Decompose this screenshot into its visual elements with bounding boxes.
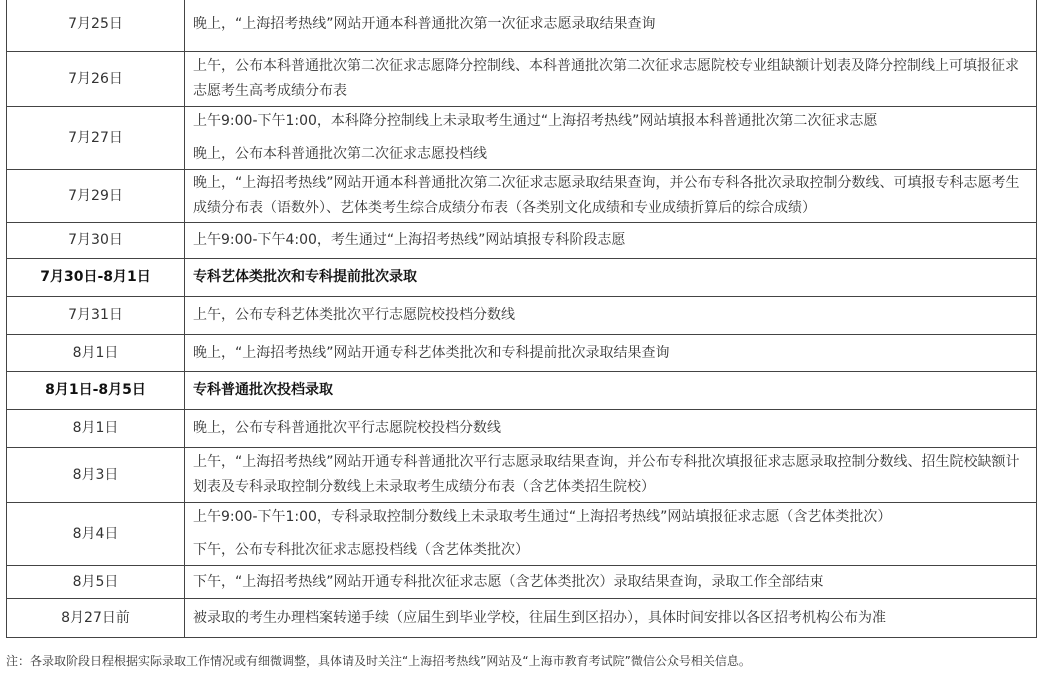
event-cell [185,107,1037,170]
event-text: 上午9:00-下午1:00，本科降分控制线上未录取考生通过“上海招考热线”网站填报本科普通批次第二次征求志愿 [193,113,878,129]
section-row [7,372,1037,410]
event-text: 下午，公布专科批次征求志愿投档线（含艺体类批次） [193,542,529,558]
event-cell [185,0,1037,52]
date-cell: 7月25日 [7,0,185,52]
schedule-table-body [7,0,1037,638]
event-text: 专科普通批次投档录取 [193,382,333,398]
event-cell [185,599,1037,638]
date-cell: 8月1日-8月5日 [7,372,185,410]
event-text: 晚上，“上海招考热线”网站开通本科普通批次第二次征求志愿录取结果查询，并公布专科各批次录取控制分数线、可填报专科志愿考生成绩分布表（语数外）、艺体类考生综合成绩分布表（各类别文化成绩和专业成绩折算后的综合成绩） [193,175,1020,216]
date-cell: 8月3日 [7,448,185,503]
date-cell: 7月27日 [7,107,185,170]
section-title-cell [185,372,1037,410]
event-text: 专科艺体类批次和专科提前批次录取 [193,269,417,285]
event-text: 上午，公布本科普通批次第二次征求志愿降分控制线、本科普通批次第二次征求志愿院校专业组缺额计划表及降分控制线上可填报征求志愿考生高考成绩分布表 [193,58,1019,99]
event-text: 被录取的考生办理档案转递手续（应届生到毕业学校，往届生到区招办），具体时间安排以各区招考机构公布为准 [193,609,886,626]
event-text: 晚上，“上海招考热线”网站开通专科艺体类批次和专科提前批次录取结果查询 [193,344,670,361]
schedule-row [7,52,1037,107]
schedule-row [7,335,1037,372]
date-cell: 7月29日 [7,170,185,223]
event-cell [185,503,1037,566]
date-cell: 8月1日 [7,335,185,372]
event-text: 晚上，“上海招考热线”网站开通本科普通批次第一次征求志愿录取结果查询 [193,16,656,32]
event-cell [185,448,1037,503]
schedule-row [7,223,1037,259]
event-cell [185,410,1037,448]
schedule-row [7,503,1037,566]
schedule-row [7,566,1037,599]
section-row [7,259,1037,297]
date-cell: 7月31日 [7,297,185,335]
event-cell [185,566,1037,599]
event-text: 晚上，公布专科普通批次平行志愿院校投档分数线 [193,420,501,436]
event-cell [185,335,1037,372]
date-cell: 8月1日 [7,410,185,448]
date-cell: 7月26日 [7,52,185,107]
event-cell [185,223,1037,259]
event-text: 上午9:00-下午1:00，专科录取控制分数线上未录取考生通过“上海招考热线”网站填报征求志愿（含艺体类批次） [193,509,892,525]
event-text: 晚上，公布本科普通批次第二次征求志愿投档线 [193,146,487,162]
section-title-cell [185,259,1037,297]
schedule-row [7,297,1037,335]
date-cell: 8月27日前 [7,599,185,638]
admission-schedule-table [6,0,1037,638]
date-cell: 7月30日 [7,223,185,259]
event-text: 上午9:00-下午4:00，考生通过“上海招考热线”网站填报专科阶段志愿 [193,232,626,248]
event-text: 下午，“上海招考热线”网站开通专科批次征求志愿（含艺体类批次）录取结果查询，录取工作全部结束 [193,573,824,590]
date-cell: 8月4日 [7,503,185,566]
event-text: 上午，公布专科艺体类批次平行志愿院校投档分数线 [193,307,515,323]
event-cell [185,52,1037,107]
schedule-row [7,170,1037,223]
schedule-row [7,0,1037,52]
footnote: 注：各录取阶段日程根据实际录取工作情况或有细微调整，具体请及时关注“上海招考热线”网站及“上海市教育考试院”微信公众号相关信息。 [6,654,751,668]
schedule-row [7,448,1037,503]
event-text: 上午，“上海招考热线”网站开通专科普通批次平行志愿录取结果查询，并公布专科批次填报征求志愿录取控制分数线、招生院校缺额计划表及专科录取控制分数线上未录取考生成绩分布表（含艺体类招生院校） [193,454,1020,495]
event-cell [185,297,1037,335]
schedule-row [7,107,1037,170]
date-cell: 7月30日-8月1日 [7,259,185,297]
schedule-row [7,599,1037,638]
event-cell [185,170,1037,223]
schedule-row [7,410,1037,448]
date-cell: 8月5日 [7,566,185,599]
